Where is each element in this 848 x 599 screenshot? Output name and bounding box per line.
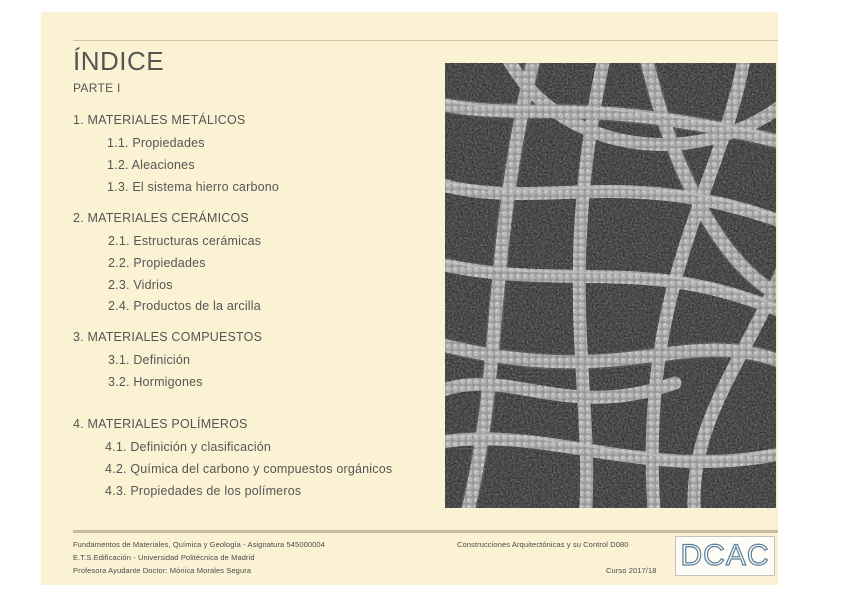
part-label: PARTE I <box>73 81 121 95</box>
toc-item-1-1: 1.1. Propiedades <box>107 136 205 150</box>
bottom-divider <box>73 530 778 533</box>
toc-item-2-1: 2.1. Estructuras cerámicas <box>108 234 262 248</box>
slide <box>41 12 778 585</box>
footer-department: Construcciones Arquitectónicas y su Control D080 <box>457 540 629 549</box>
toc-item-4-1: 4.1. Definición y clasificación <box>105 440 271 454</box>
logo-text: DCAC <box>680 539 770 572</box>
footer-professor-line: Profesora Ayudante Doctor: Mónica Morales Segura <box>73 566 252 575</box>
toc-item-3-2: 3.2. Hormigones <box>108 375 203 389</box>
footer-course-line: Fundamentos de Materiales, Química y Geología - Asignatura 545000004 <box>73 540 325 549</box>
toc-item-2-4: 2.4. Productos de la arcilla <box>108 299 261 313</box>
toc-item-1-2: 1.2. Aleaciones <box>107 158 195 172</box>
footer-academic-year: Curso 2017/18 <box>606 566 657 575</box>
toc-section-3: 3. MATERIALES COMPUESTOS <box>73 330 263 344</box>
slide-title: ÍNDICE <box>73 46 165 76</box>
dcac-logo <box>675 536 775 576</box>
table-of-contents <box>41 12 441 512</box>
toc-item-1-3: 1.3. El sistema hierro carbono <box>107 180 280 194</box>
footer-school-line: E.T.S.Edificación - Universidad Politécnica de Madrid <box>73 553 255 562</box>
toc-section-2: 2. MATERIALES CERÁMICOS <box>73 211 249 225</box>
toc-section-4: 4. MATERIALES POLÍMEROS <box>73 417 248 431</box>
toc-section-1: 1. MATERIALES METÁLICOS <box>73 113 246 127</box>
toc-item-2-3: 2.3. Vidrios <box>108 278 173 292</box>
microscope-image <box>445 63 776 508</box>
toc-item-4-3: 4.3. Propiedades de los polímeros <box>105 484 302 498</box>
toc-item-4-2: 4.2. Química del carbono y compuestos orgánicos <box>105 462 393 476</box>
toc-item-2-2: 2.2. Propiedades <box>108 256 206 270</box>
toc-item-3-1: 3.1. Definición <box>108 353 191 367</box>
